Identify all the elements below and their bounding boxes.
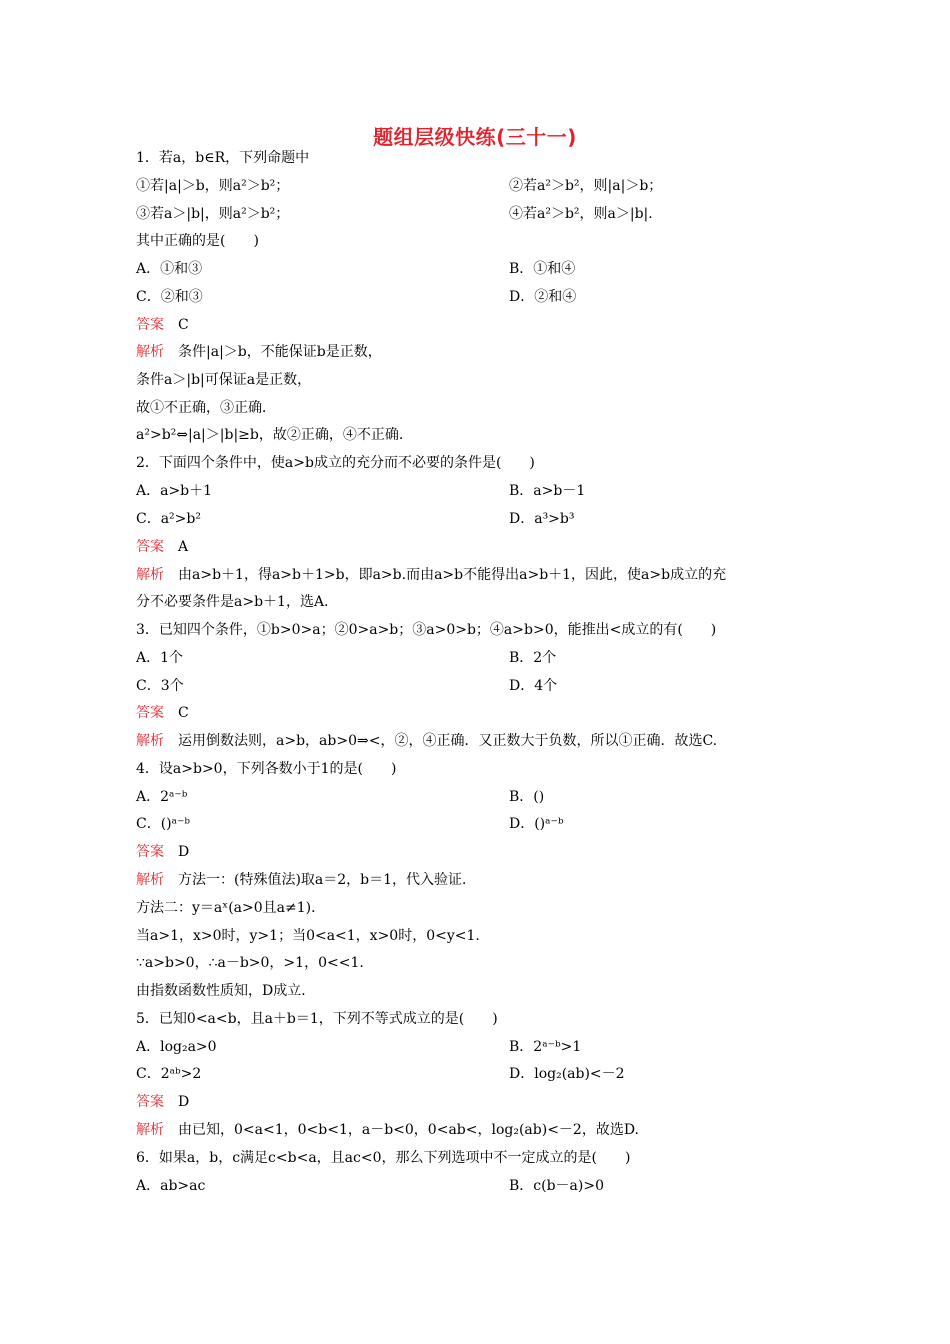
question-1-statement-1: ①若|a|＞b，则a²＞b²； bbox=[136, 178, 290, 194]
question-1-ask: 其中正确的是( ) bbox=[136, 233, 259, 249]
analysis-label: 解析 bbox=[136, 1122, 164, 1138]
question-2-answer bbox=[136, 538, 188, 556]
question-2-analysis bbox=[136, 566, 726, 584]
question-6-stem: 6．如果a，b，c满足c<b<a，且ac<0，那么下列选项中不一定成立的是( ) bbox=[136, 1150, 631, 1166]
answer-label: 答案 bbox=[136, 539, 164, 555]
question-1-analysis-line: a²>b²⇔|a|＞|b|≥b，故②正确，④不正确． bbox=[136, 427, 413, 443]
question-1-option-c: C．②和③ bbox=[136, 289, 203, 305]
question-4-analysis-line: 由指数函数性质知，D成立． bbox=[136, 983, 316, 999]
question-4-analysis-line: 当a>1，x>0时，y>1；当0<a<1，x>0时，0<y<1. bbox=[136, 928, 480, 944]
analysis-label: 解析 bbox=[136, 344, 164, 360]
question-1-analysis bbox=[136, 343, 382, 361]
question-2-analysis-line: 分不必要条件是a>b＋1，选A. bbox=[136, 594, 329, 610]
question-4-analysis bbox=[136, 871, 476, 889]
analysis-text: 方法一：(特殊值法)取a＝2，b＝1，代入验证． bbox=[178, 872, 477, 888]
answer-value: D bbox=[178, 844, 190, 860]
question-1-analysis-line: 条件a＞|b|可保证a是正数， bbox=[136, 372, 312, 388]
question-5-option-b: B．2ᵃ⁻ᵇ>1 bbox=[509, 1039, 582, 1055]
analysis-label: 解析 bbox=[136, 567, 164, 583]
question-4-option-b: B．() bbox=[509, 789, 545, 805]
question-1-statement-2: ②若a²＞b²，则|a|＞b； bbox=[509, 178, 663, 194]
analysis-text: 条件|a|＞b，不能保证b是正数， bbox=[178, 344, 382, 360]
question-5-stem: 5．已知0<a<b，且a＋b＝1，下列不等式成立的是( ) bbox=[136, 1011, 498, 1027]
question-3-stem: 3．已知四个条件，①b>0>a；②0>a>b；③a>0>b；④a>b>0，能推出<成立的有( ) bbox=[136, 622, 717, 638]
question-5-option-a: A．log₂a>0 bbox=[136, 1039, 217, 1055]
question-4-option-c: C．()ᵃ⁻ᵇ bbox=[136, 816, 191, 832]
question-5-option-c: C．2ᵃᵇ>2 bbox=[136, 1066, 202, 1082]
answer-value: C bbox=[178, 317, 189, 333]
question-3-option-a: A．1个 bbox=[136, 650, 184, 666]
question-5-answer bbox=[136, 1093, 189, 1111]
question-2-option-b: B．a>b－1 bbox=[509, 483, 586, 499]
answer-value: C bbox=[178, 705, 189, 721]
question-5-option-d: D．log₂(ab)<－2 bbox=[509, 1066, 625, 1082]
answer-value: A bbox=[178, 539, 189, 555]
question-1-option-a: A．①和③ bbox=[136, 261, 203, 277]
analysis-text: 由已知，0<a<1，0<b<1，a－b<0，0<ab<，log₂(ab)<－2，故选D. bbox=[178, 1122, 640, 1138]
question-1-option-b: B．①和④ bbox=[509, 261, 576, 277]
answer-label: 答案 bbox=[136, 1094, 164, 1110]
question-3-option-d: D．4个 bbox=[509, 678, 558, 694]
question-6-option-a: A．ab>ac bbox=[136, 1178, 206, 1194]
question-1-option-d: D．②和④ bbox=[509, 289, 577, 305]
question-2-option-d: D．a³>b³ bbox=[509, 511, 575, 527]
answer-label: 答案 bbox=[136, 317, 164, 333]
question-3-answer bbox=[136, 704, 189, 722]
question-2-option-c: C．a²>b² bbox=[136, 511, 201, 527]
analysis-label: 解析 bbox=[136, 733, 164, 749]
answer-label: 答案 bbox=[136, 705, 164, 721]
question-3-option-b: B．2个 bbox=[509, 650, 557, 666]
question-1-stem: 1．若a，b∈R，下列命题中 bbox=[136, 150, 310, 166]
analysis-label: 解析 bbox=[136, 872, 164, 888]
answer-label: 答案 bbox=[136, 844, 164, 860]
question-6-option-b: B．c(b－a)>0 bbox=[509, 1178, 604, 1194]
question-3-analysis bbox=[136, 732, 717, 750]
question-4-analysis-line: ∵a>b>0，∴a－b>0，>1，0<<1. bbox=[136, 955, 364, 971]
question-1-statement-3: ③若a＞|b|，则a²＞b²； bbox=[136, 206, 290, 222]
question-4-answer bbox=[136, 843, 189, 861]
question-1-analysis-line: 故①不正确，③正确． bbox=[136, 400, 276, 416]
question-1-answer bbox=[136, 316, 189, 334]
question-4-option-d: D．()ᵃ⁻ᵇ bbox=[509, 816, 564, 832]
question-3-option-c: C．3个 bbox=[136, 678, 184, 694]
question-4-analysis-line: 方法二：y＝aˣ(a>0且a≠1)． bbox=[136, 900, 326, 916]
question-5-analysis bbox=[136, 1121, 639, 1139]
analysis-text: 运用倒数法则，a>b，ab>0⇒<，②，④正确．又正数大于负数，所以①正确．故选C. bbox=[178, 733, 718, 749]
question-2-stem: 2．下面四个条件中，使a>b成立的充分而不必要的条件是( ) bbox=[136, 455, 535, 471]
question-4-stem: 4．设a>b>0，下列各数小于1的是( ) bbox=[136, 761, 397, 777]
analysis-text: 由a>b＋1，得a>b＋1>b，即a>b.而由a>b不能得出a>b＋1，因此，使a>b成立的充 bbox=[178, 567, 727, 583]
question-4-option-a: A．2ᵃ⁻ᵇ bbox=[136, 789, 188, 805]
question-1-statement-4: ④若a²＞b²，则a＞|b|. bbox=[509, 206, 653, 222]
question-2-option-a: A．a>b＋1 bbox=[136, 483, 213, 499]
answer-value: D bbox=[178, 1094, 190, 1110]
page-title: 题组层级快练(三十一) bbox=[373, 125, 577, 149]
